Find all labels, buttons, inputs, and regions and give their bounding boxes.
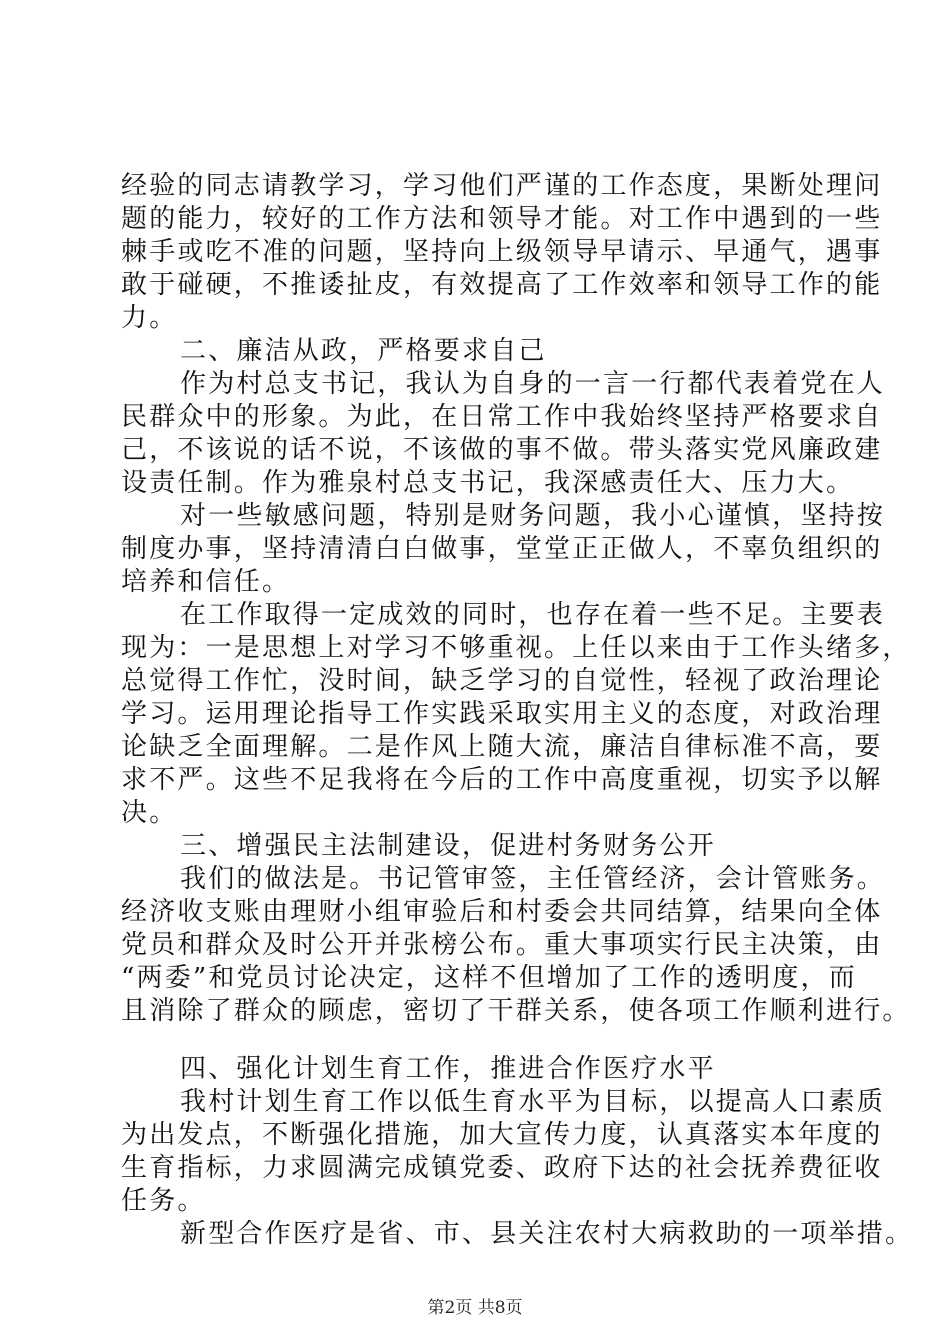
text-line: 力。: [121, 303, 178, 333]
text-line: 在工作取得一定成效的同时，也存在着一些不足。主要表: [180, 600, 886, 630]
text-line: 敢于碰硬，不推诿扯皮，有效提高了工作效率和领导工作的能: [121, 270, 883, 300]
text-line: 求不严。这些不足我将在今后的工作中高度重视，切实予以解: [121, 765, 883, 795]
text-line: 党员和群众及时公开并张榜公布。重大事项实行民主决策，由: [121, 930, 883, 960]
text-line: 任务。: [121, 1186, 206, 1216]
page-number-footer: 第2页 共8页: [427, 1298, 523, 1318]
text-line: 设责任制。作为雅泉村总支书记，我深感责任大、压力大。: [121, 468, 855, 498]
section-heading-3: 三、增强民主法制建设，促进村务财务公开: [180, 831, 716, 861]
text-line: 总觉得工作忙，没时间，缺乏学习的自觉性，轻视了政治理论: [121, 666, 883, 696]
text-line: 民群众中的形象。为此，在日常工作中我始终坚持严格要求自: [121, 402, 883, 432]
text-line: 题的能力，较好的工作方法和领导才能。对工作中遇到的一些: [121, 204, 883, 234]
text-line: 学习。运用理论指导工作实践采取实用主义的态度，对政治理: [121, 699, 883, 729]
text-line: 为出发点，不断强化措施，加大宣传力度，认真落实本年度的: [121, 1120, 883, 1150]
section-heading-2: 二、廉洁从政，严格要求自己: [180, 336, 547, 366]
text-line: 己，不该说的话不说，不该做的事不做。带头落实党风廉政建: [121, 435, 883, 465]
text-line: 经验的同志请教学习，学习他们严谨的工作态度，果断处理问: [121, 171, 883, 201]
text-line: 决。: [121, 798, 178, 828]
text-line: 论缺乏全面理解。二是作风上随大流，廉洁自律标准不高，要: [121, 732, 883, 762]
text-line: 且消除了群众的顾虑，密切了干群关系，使各项工作顺利进行。: [121, 996, 911, 1026]
text-line: 经济收支账由理财小组审验后和村委会共同结算，结果向全体: [121, 897, 883, 927]
text-line: 作为村总支书记，我认为自身的一言一行都代表着党在人: [180, 369, 886, 399]
text-line: 培养和信任。: [121, 567, 291, 597]
text-line: 对一些敏感问题，特别是财务问题，我小心谨慎，坚持按: [180, 501, 886, 531]
text-line: “两委”和党员讨论决定，这样不但增加了工作的透明度，而: [121, 963, 857, 993]
text-line: 我村计划生育工作以低生育水平为目标，以提高人口素质: [180, 1087, 886, 1117]
text-line: 棘手或吃不准的问题，坚持向上级领导早请示、早通气，遇事: [121, 237, 883, 267]
section-heading-4: 四、强化计划生育工作，推进合作医疗水平: [180, 1054, 716, 1084]
text-line: 新型合作医疗是省、市、县关注农村大病救助的一项举措。: [180, 1219, 914, 1249]
text-line: 我们的做法是。书记管审签，主任管经济，会计管账务。: [180, 864, 886, 894]
text-line: 制度办事，坚持清清白白做事，堂堂正正做人，不辜负组织的: [121, 534, 883, 564]
text-line: 生育指标，力求圆满完成镇党委、政府下达的社会抚养费征收: [121, 1153, 883, 1183]
text-line: 现为：一是思想上对学习不够重视。上任以来由于工作头绪多，: [121, 633, 911, 663]
